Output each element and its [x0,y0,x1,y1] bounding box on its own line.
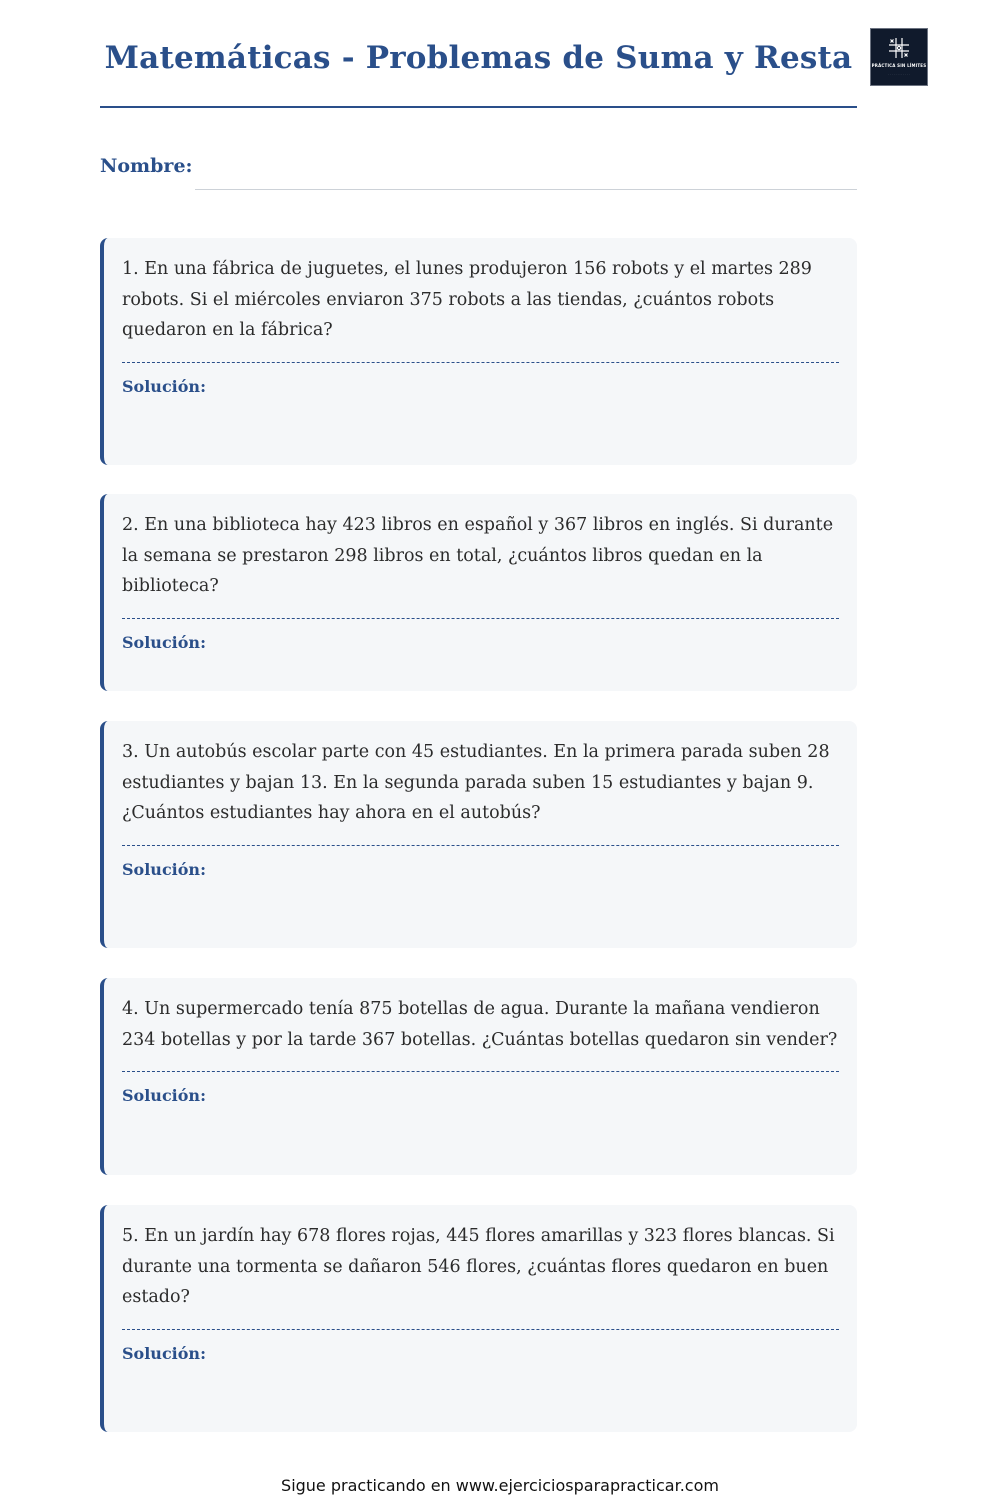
solution-label: Solución: [122,1086,206,1105]
logo-text: PRÁCTICA SIN LÍMITES [871,63,927,68]
name-input-line[interactable] [195,189,857,190]
page-title: Matemáticas - Problemas de Suma y Resta [104,40,853,76]
problem-card [100,978,857,1175]
problem-card [100,721,857,948]
problem-divider [122,618,839,619]
problem-text: 5. En un jardín hay 678 flores rojas, 445 flores amarillas y 323 flores blancas. Si durante una tormenta se dañaron 546 flores, ¿cuántas flores quedaron en buen estado? [122,1226,835,1307]
name-label: Nombre: [100,155,193,177]
solution-label: Solución: [122,632,206,652]
problem-card [100,238,857,465]
logo [870,28,928,86]
problem-card [100,494,857,691]
logo-subtext: · · · · · · · · · · · · [888,72,910,76]
title-divider [100,106,857,108]
footer-text: Sigue practicando en www.ejerciciosparapracticar.com [281,1476,719,1495]
solution-label: Solución: [122,859,206,879]
problem-text: 2. En una biblioteca hay 423 libros en español y 367 libros en inglés. Si durante la semana se prestaron 298 libros en total, ¿cuántos libros quedan en la biblioteca? [122,515,834,596]
problem-card [100,1205,857,1432]
problem-text: 3. Un autobús escolar parte con 45 estudiantes. En la primera parada suben 28 estudiantes y bajan 13. En la segunda parada suben 15 estudiantes y bajan 9. ¿Cuántos estudiantes hay ahora en el autobús? [122,742,830,823]
solution-label: Solución: [122,376,206,396]
problem-divider [122,1329,839,1330]
problem-divider [122,845,839,846]
problem-divider [122,362,839,363]
problem-text: 1. En una fábrica de juguetes, el lunes produjeron 156 robots y el martes 289 robots. Si el miércoles enviaron 375 robots a las tiendas, ¿cuántos robots quedaron en la fábrica? [122,259,812,340]
problem-text: 4. Un supermercado tenía 875 botellas de agua. Durante la mañana vendieron 234 botellas y por la tarde 367 botellas. ¿Cuántas botellas quedaron sin vender? [122,999,838,1050]
problem-divider [122,1071,839,1072]
tic-tac-toe-grid-icon [888,37,910,59]
solution-label: Solución: [122,1343,206,1363]
